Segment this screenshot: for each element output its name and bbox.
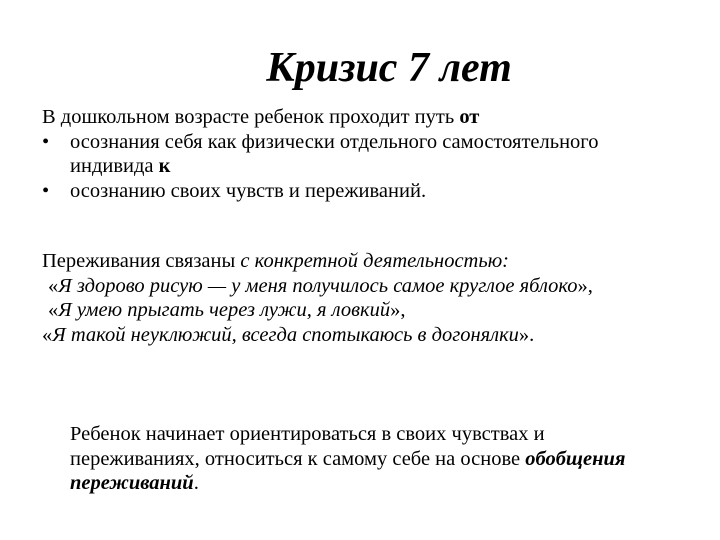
quote-2 — [42, 298, 692, 323]
intro-line — [42, 105, 682, 130]
experiences-block — [42, 249, 692, 347]
quote-3 — [42, 323, 692, 348]
slide-title: Кризис 7 лет — [266, 45, 512, 91]
quote-1 — [42, 274, 692, 299]
bullet-item-1 — [42, 130, 682, 179]
conclusion-end: . — [193, 472, 199, 494]
quote-open: « — [48, 274, 59, 297]
conclusion-text: Ребенок начинает ориентироваться в своих чувствах и переживаниях, относиться к самому себе на основе — [70, 423, 545, 470]
intro-block — [42, 105, 682, 203]
conclusion-block — [70, 422, 670, 496]
lead-text: Переживания связаны — [42, 250, 241, 272]
intro-text: В дошкольном возрасте ребенок проходит путь — [42, 106, 460, 128]
bullet-item-2 — [42, 179, 682, 204]
bullet-2-text: осознанию своих чувств и переживаний. — [70, 179, 427, 202]
bullet-1-to-word: к — [158, 155, 171, 177]
quote-open: « — [48, 299, 59, 321]
quote-close: », — [577, 274, 593, 297]
intro-from-word: от — [459, 106, 480, 128]
quote-close: ». — [518, 323, 535, 346]
quote-1-text: Я здорово рисую — у меня получилось самое круглое яблоко — [58, 274, 578, 297]
bullet-icon: • — [42, 179, 50, 202]
lead-italic: с конкретной деятельностью: — [240, 250, 509, 272]
quote-close: », — [390, 299, 406, 321]
experiences-lead — [42, 249, 692, 274]
bullet-icon: • — [42, 130, 50, 153]
bullet-1-text: осознания себя как физически отдельного самостоятельного индивида — [70, 130, 599, 177]
quote-open: « — [42, 323, 53, 346]
quote-2-text: Я умею прыгать через лужи, я ловкий — [58, 299, 391, 321]
conclusion-emphasis: обобщения переживаний — [70, 447, 626, 494]
quote-3-text: Я такой неуклюжий, всегда спотыкаюсь в догонялки — [52, 323, 519, 346]
